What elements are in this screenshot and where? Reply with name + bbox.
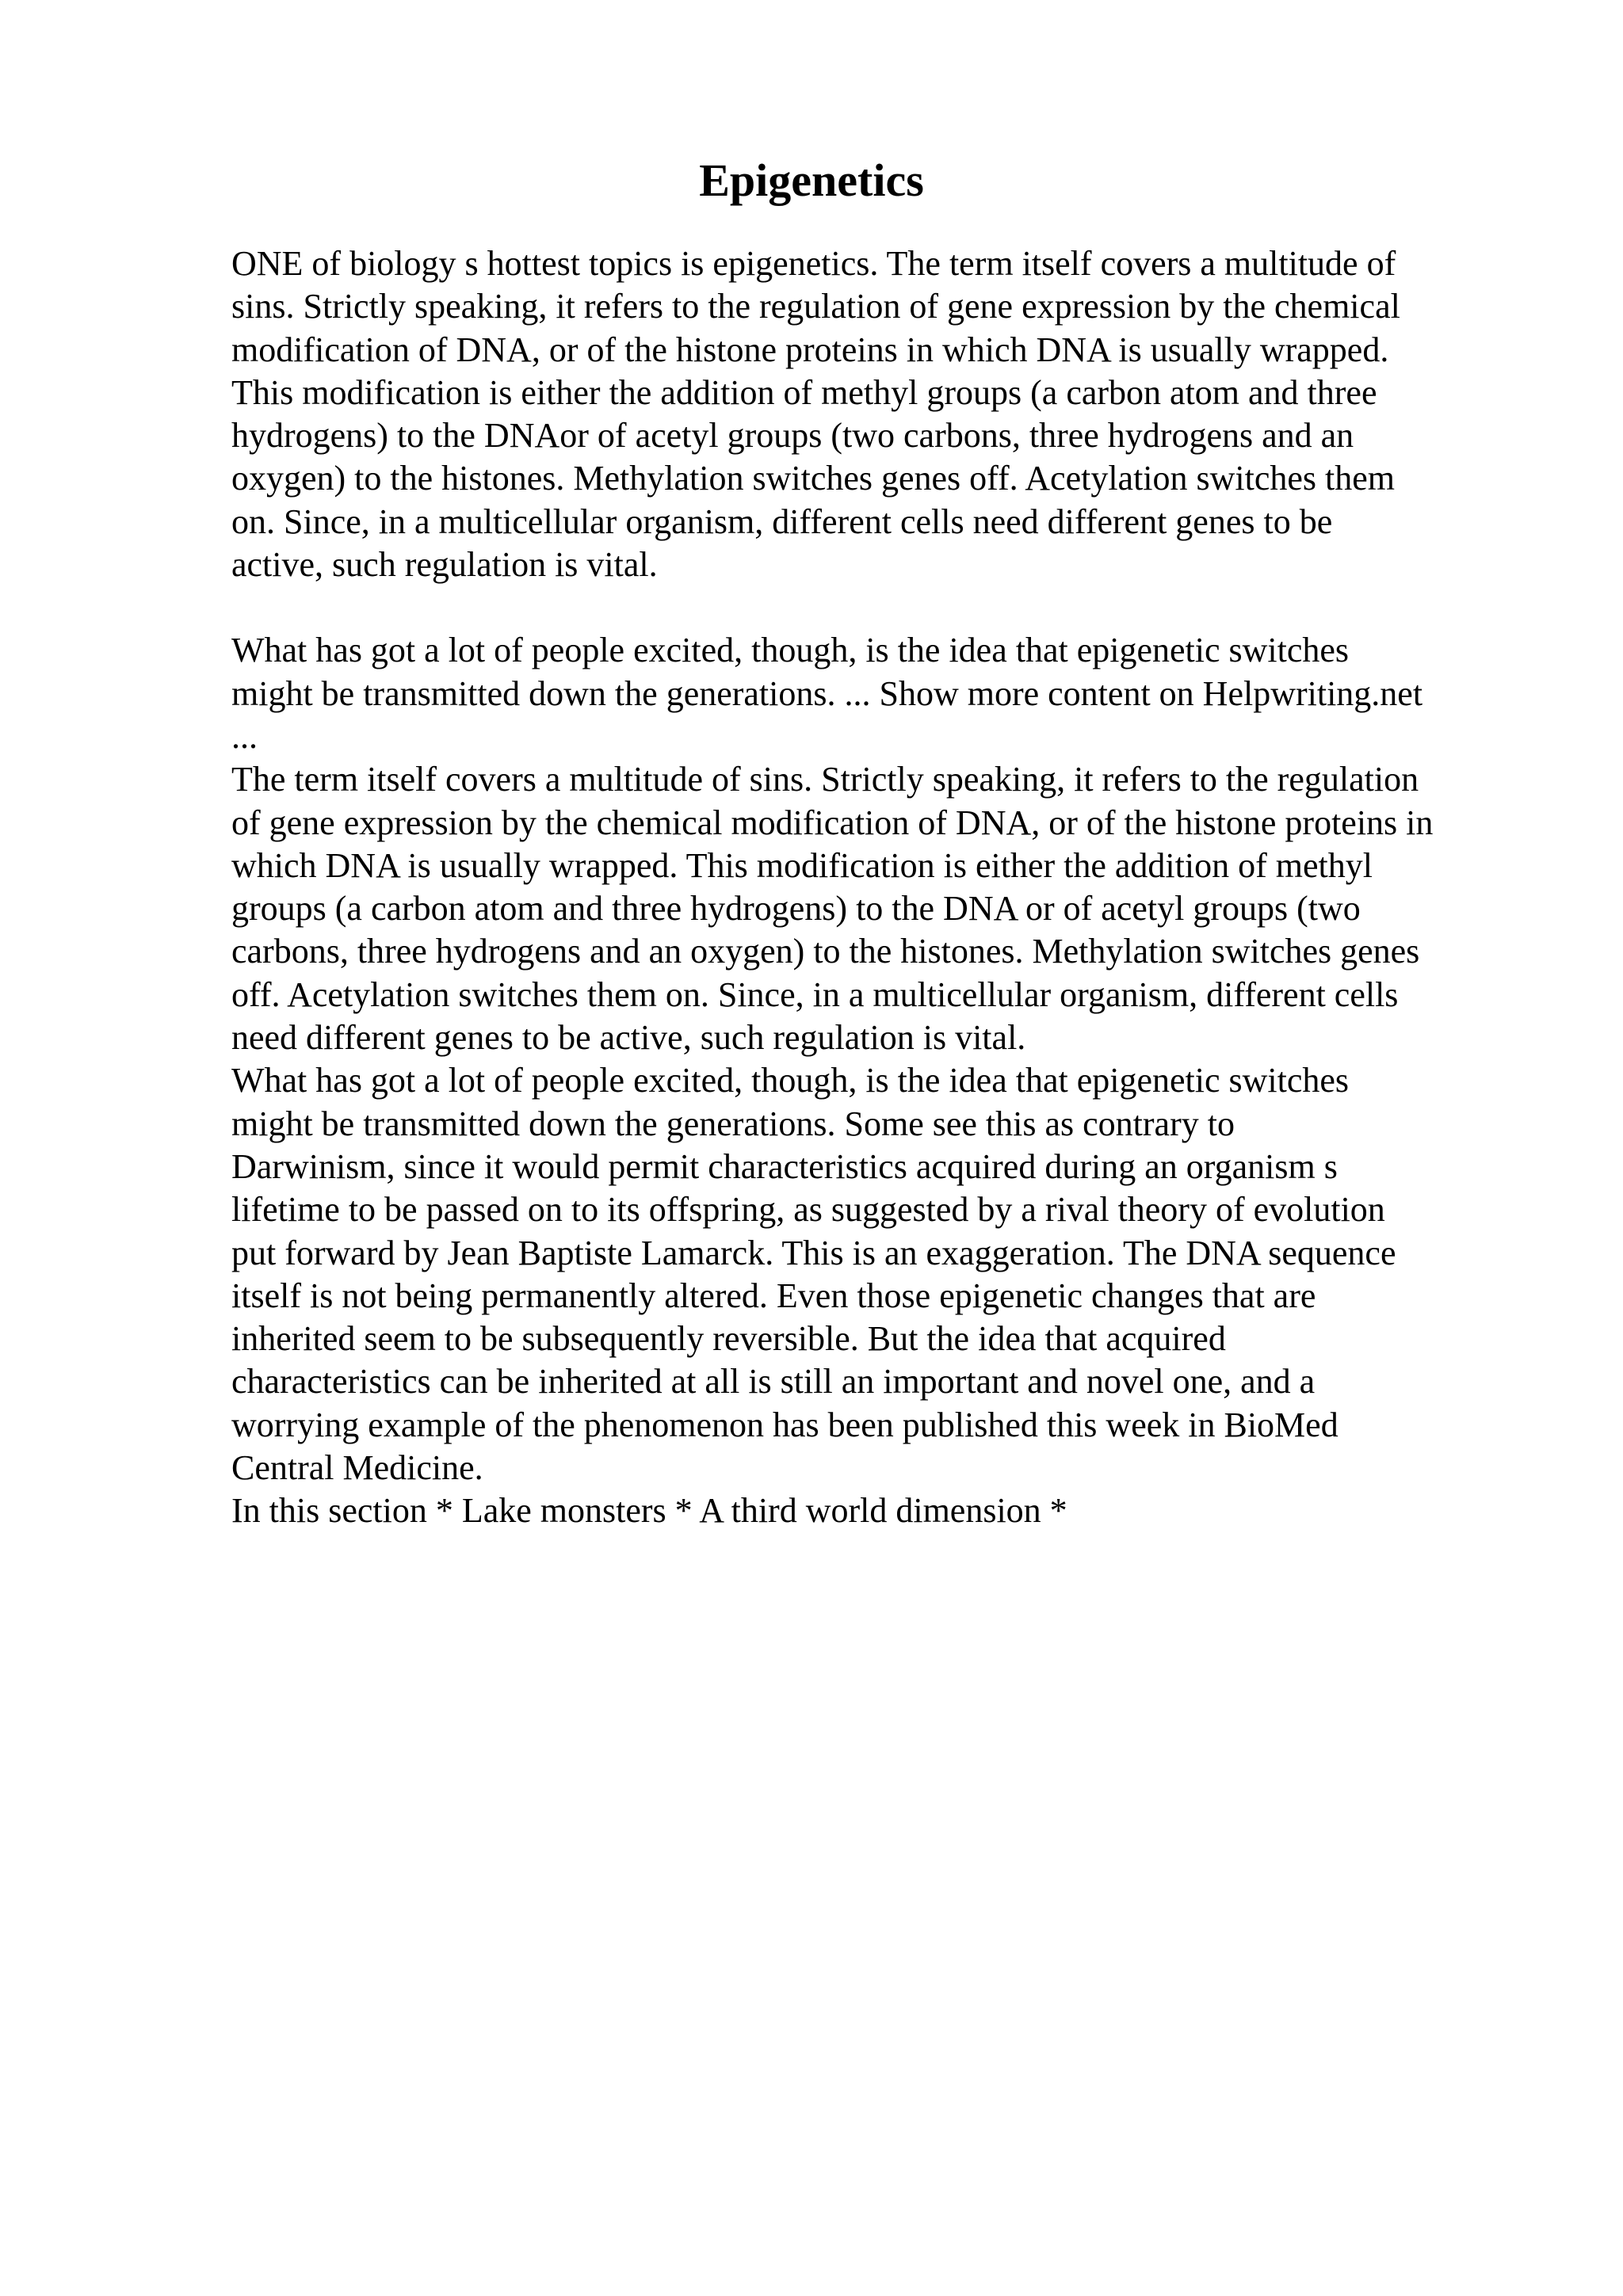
page-title: Epigenetics xyxy=(699,154,924,206)
paragraph-section-links: In this section * Lake monsters * A third world dimension * xyxy=(231,1491,1067,1531)
document-body xyxy=(231,242,1515,1533)
paragraph-inheritance: What has got a lot of people excited, though, is the idea that epigenetic switches might be transmitted down the generations. Some see this as contrary to Darwinism, since it would permit characteristics acquired during an organism s lifetime to be passed on to its offspring, as suggested by a rival theory of evolution put forward by Jean Baptiste Lamarck. This is an exaggeration. The DNA sequence itself is not being permanently altered. Even those epigenetic changes that are inherited seem to be subsequently reversible. But the idea that acquired characteristics can be inherited at all is still an important and novel one, and a worrying example of the phenomenon has been published this week in BioMed Central Medicine. xyxy=(231,1061,1396,1488)
paragraph-spacer xyxy=(231,586,1515,629)
paragraph-regulation: The term itself covers a multitude of sins. Strictly speaking, it refers to the regulation of gene expression by the chemical modification of DNA, or of the histone proteins in which DNA is usually wrapped. This modification is either the addition of methyl groups (a carbon atom and three hydrogens) to the DNA or of acetyl groups (two carbons, three hydrogens and an oxygen) to the histones. Methylation switches genes off. Acetylation switches them on. Since, in a multicellular organism, different cells need different genes to be active, such regulation is vital. xyxy=(231,760,1434,1058)
paragraph-teaser: What has got a lot of people excited, though, is the idea that epigenetic switches might be transmitted down the generations. ... Show more content on Helpwriting.net ... xyxy=(231,631,1423,756)
paragraph-intro: ONE of biology s hottest topics is epigenetics. The term itself covers a multitude of sins. Strictly speaking, it refers to the regulation of gene expression by the chemical modification of DNA, or of the histone proteins in which DNA is usually wrapped. This modification is either the addition of methyl groups (a carbon atom and three hydrogens) to the DNAor of acetyl groups (two carbons, three hydrogens and an oxygen) to the histones. Methylation switches genes off. Acetylation switches them on. Since, in a multicellular organism, different cells need different genes to be active, such regulation is vital. xyxy=(231,244,1400,585)
